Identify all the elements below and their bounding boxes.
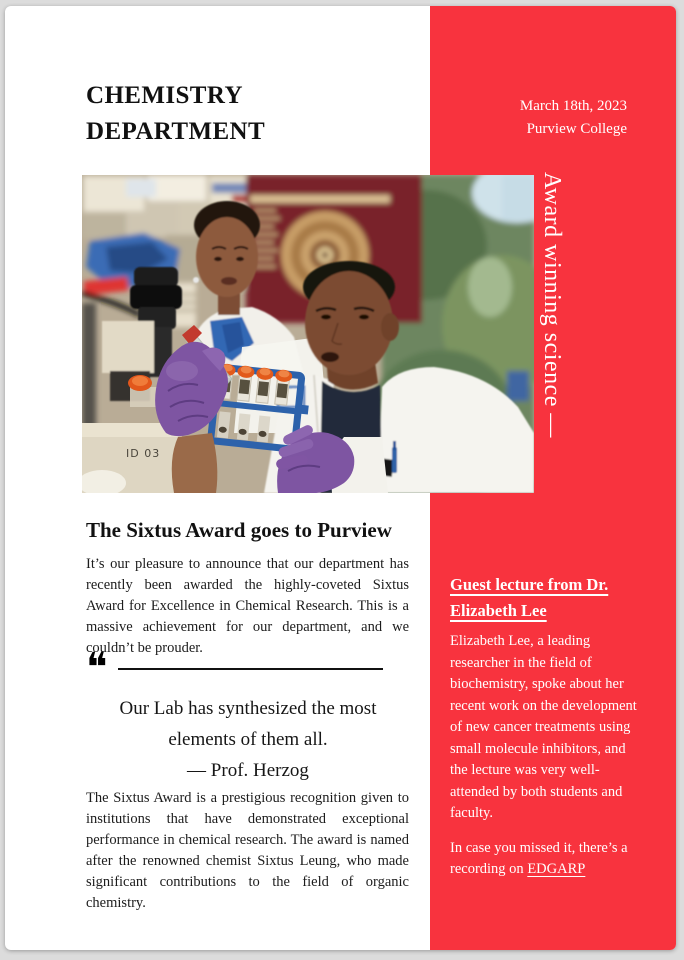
quote-mark-icon: ❝: [86, 645, 108, 691]
newsletter-page: [5, 6, 676, 950]
quote-rule: [118, 668, 383, 670]
recording-link[interactable]: EDGARP: [527, 861, 586, 877]
article-paragraph-1: It’s our pleasure to announce that our department has recently been awarded the highly-coveted Sixtus Award for Excellence in Chemical Research. This is a massive achievement for our department, and we couldn’t be prouder.: [86, 556, 409, 656]
masthead-title-line2: DEPARTMENT: [86, 118, 266, 145]
masthead-title: [86, 78, 265, 150]
sidebar-footer-text: In case you missed it, there’s a recording on: [450, 839, 628, 877]
machine-id-label: ID 03: [126, 447, 161, 460]
vertical-tagline: Award winning science —: [539, 172, 565, 438]
issue-date: March 18th, 2023: [519, 98, 627, 114]
article-headline: The Sixtus Award goes to Purview: [86, 518, 392, 542]
sidebar-article: [450, 572, 638, 881]
issue-meta: [520, 95, 627, 141]
sidebar-body: Elizabeth Lee, a leading researcher in the field of biochemistry, spoke about her recent work on the development of new cancer treatments using small molecule inhibitors, and the lecture was very well-attended by both students and faculty.: [450, 633, 637, 821]
pull-quote-header: [86, 645, 383, 691]
lab-photo-illustration: [82, 175, 534, 493]
sidebar-heading: Guest lecture from Dr. Elizabeth Lee: [450, 575, 609, 620]
issue-organization: Purview College: [526, 121, 627, 137]
pull-quote: [86, 645, 383, 786]
lab-photo: [82, 175, 534, 493]
article-paragraph-2: The Sixtus Award is a prestigious recognition given to institutions that have demonstrated exceptional performance in chemical research. The award is named after the renowned chemist Sixtus Leung, who made significant contributions to the field of organic chemistry.: [86, 790, 409, 911]
sidebar-footer: [450, 838, 638, 881]
quote-attribution: — Prof. Herzog: [187, 760, 309, 781]
quote-text: Our Lab has synthesized the most elements of them all.: [119, 698, 377, 750]
masthead-title-line1: CHEMISTRY: [86, 82, 243, 109]
